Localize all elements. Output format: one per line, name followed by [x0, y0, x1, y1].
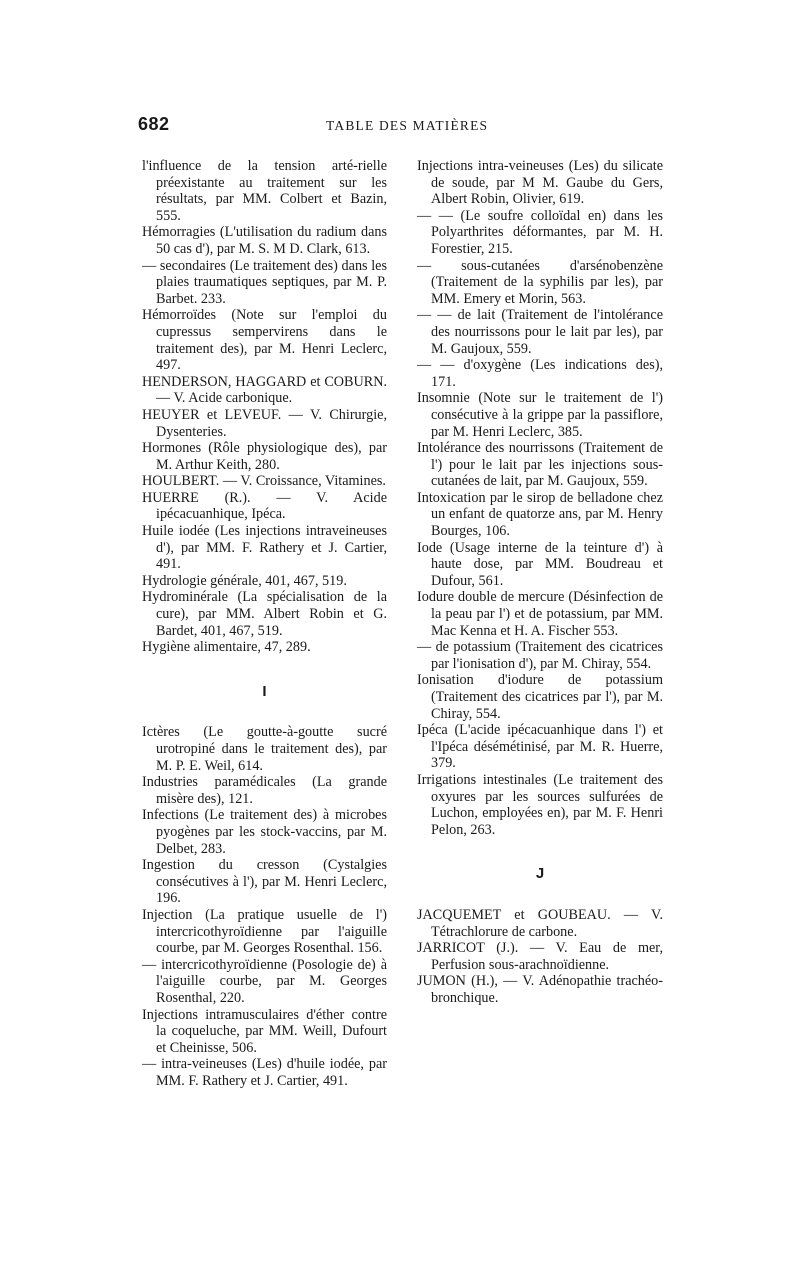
index-entry: Ictères (Le goutte-à-goutte sucré urotropiné dans le traitement des), par M. P. E. Weil, 614.	[142, 724, 387, 774]
index-entry: HUERRE (R.). — V. Acide ipécacuanhique, Ipéca.	[142, 489, 387, 523]
index-entry: HEUYER et LEVEUF. — V. Chirurgie, Dysenteries.	[142, 406, 387, 440]
index-entry: — — d'oxygène (Les indications des), 171.	[417, 357, 663, 390]
index-entry: — sous-cutanées d'arsénobenzène (Traitement de la syphilis par les), par MM. Emery et Morin, 563.	[417, 257, 663, 307]
index-entry: HOULBERT. — V. Croissance, Vitamines.	[142, 473, 386, 490]
index-entry: Intoxication par le sirop de belladone chez un enfant de quatorze ans, par M. Henry Bourges, 106.	[417, 489, 663, 540]
index-entry: Injections intramusculaires d'éther contre la coqueluche, par MM. Weill, Dufourt et Cheinisse, 506.	[142, 1006, 387, 1056]
index-entry: Hémorroïdes (Note sur l'emploi du cupressus sempervirens dans le traitement des), par M. Henri Leclerc, 497.	[142, 307, 387, 374]
page-header	[0, 114, 800, 146]
index-entry: Industries paramédicales (La grande misère des), 121.	[142, 774, 387, 807]
section-heading: J	[535, 865, 545, 883]
index-entry: Iode (Usage interne de la teinture d') à haute dose, par MM. Boudreau et Dufour, 561.	[417, 539, 663, 589]
index-entry: Hydrologie générale, 401, 467, 519.	[142, 572, 347, 589]
index-entry: Ipéca (L'acide ipécacuanhique dans l') et l'Ipéca désémétinisé, par M. R. Huerre, 379.	[417, 722, 663, 772]
index-entry: Hémorragies (L'utilisation du radium dans 50 cas d'), par M. S. M D. Clark, 613.	[142, 224, 387, 257]
index-entry: Insomnie (Note sur le traitement de l') consécutive à la grippe par la passiflore, par M. Henri Leclerc, 385.	[417, 390, 663, 440]
index-entry: Huile iodée (Les injections intraveineuses d'), par MM. F. Rathery et J. Cartier, 491.	[142, 523, 387, 573]
index-entry: JUMON (H.), — V. Adénopathie trachéo-bronchique.	[417, 973, 663, 1006]
page-number: 682	[138, 114, 170, 134]
index-entry: Ingestion du cresson (Cystalgies consécutives à l'), par M. Henri Leclerc, 196.	[142, 857, 387, 907]
index-entry: — intra-veineuses (Les) d'huile iodée, par MM. F. Rathery et J. Cartier, 491.	[142, 1056, 387, 1089]
index-entry: Irrigations intestinales (Le traitement des oxyures par les sources sulfurées de Luchon, employées en), par M. F. Henri Pelon, 263.	[417, 771, 663, 838]
section-heading: I	[262, 682, 267, 700]
index-entry: l'influence de la tension arté-rielle préexistante au traitement sur les résultats, par MM. Colbert et Bazin, 555.	[142, 158, 387, 224]
index-entry: — intercricothyroïdienne (Posologie de) à l'aiguille courbe, par M. Georges Rosenthal, 220.	[142, 956, 387, 1006]
index-entry: Hormones (Rôle physiologique des), par M. Arthur Keith, 280.	[142, 440, 387, 473]
index-entry: Hydrominérale (La spécialisation de la cure), par MM. Albert Robin et G. Bardet, 401, 467, 519.	[142, 589, 387, 639]
index-entry: — de potassium (Traitement des cicatrices par l'ionisation d'), par M. Chiray, 554.	[417, 639, 663, 672]
index-entry: — — de lait (Traitement de l'intolérance des nourrissons pour le lait par les), par M. Gaujoux, 559.	[417, 307, 663, 357]
index-entry: — secondaires (Le traitement des) dans les plaies traumatiques septiques, par M. P. Barbet. 233.	[142, 257, 387, 307]
index-entry: HENDERSON, HAGGARD et COBURN.— V. Acide carbonique.	[142, 373, 387, 407]
index-entry: Hygiène alimentaire, 47, 289.	[142, 639, 311, 656]
right-column	[417, 158, 663, 1007]
index-entry: — — (Le soufre colloïdal en) dans les Polyarthrites déformantes, par M. H. Forestier, 215.	[417, 207, 663, 257]
index-entry: JARRICOT (J.). — V. Eau de mer, Perfusion sous-arachnoïdienne.	[417, 940, 663, 973]
index-entry: Ionisation d'iodure de potassium (Traitement des cicatrices par l'), par M. Chiray, 554.	[417, 672, 663, 722]
index-entry: Injection (La pratique usuelle de l') intercricothyroïdienne par l'aiguille courbe, par M. Georges Rosenthal. 156.	[142, 906, 387, 957]
running-title: TABLE DES MATIÈRES	[326, 118, 489, 133]
index-entry: Injections intra-veineuses (Les) du silicate de soude, par M M. Gaube du Gers, Albert Robin, Olivier, 619.	[417, 158, 663, 208]
index-entry: Iodure double de mercure (Désinfection de la peau par l') et de potassium, par MM. Mac Kenna et H. A. Fischer 553.	[417, 589, 663, 639]
index-entry: JACQUEMET et GOUBEAU. — V. Tétrachlorure de carbone.	[417, 906, 663, 940]
left-column	[142, 158, 387, 1089]
index-entry: Intolérance des nourrissons (Traitement de l') pour le lait par les injections sous-cutanées de lait, par M. Gaujoux, 559.	[417, 440, 663, 490]
index-entry: Infections (Le traitement des) à microbes pyogènes par les stock-vaccins, par M. Delbet, 283.	[142, 807, 387, 857]
